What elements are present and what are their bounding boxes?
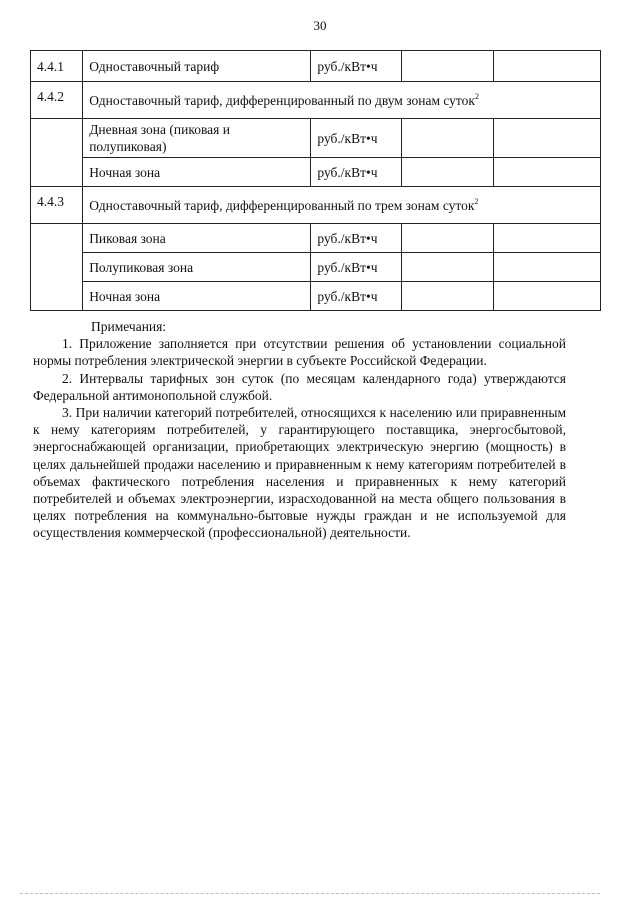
value-cell [402,282,493,311]
value-cell [493,119,600,158]
row-name [83,82,601,119]
table-row [31,282,601,311]
row-name: Ночная зона [83,158,311,187]
note-item: 1. Приложение заполняется при отсутствии решения об установлении социальной нормы потребления электрической энергии в субъекте Российской Федерации. [33,336,566,369]
note-item: 2. Интервалы тарифных зон суток (по месяцам календарного года) утверждаются Федеральной антимонопольной службой. [33,370,566,403]
tariff-table [30,50,601,311]
scan-artifact-line [20,893,600,894]
row-name: Ночная зона [83,282,311,311]
table-row [31,51,601,82]
value-cell [402,253,493,282]
row-name: Одноставочный тариф [83,51,311,82]
value-cell [402,51,493,82]
notes-section [33,318,566,542]
row-number: 4.4.3 [31,187,83,224]
table-row [31,119,601,158]
table-row [31,158,601,187]
row-number: 4.4.1 [31,51,83,82]
value-cell [493,253,600,282]
table-row [31,82,601,119]
row-number-empty [31,282,83,311]
row-unit: руб./кВт•ч [311,51,402,82]
table-row [31,224,601,253]
row-name: Полупиковая зона [83,253,311,282]
row-number-empty [31,253,83,282]
row-name: Дневная зона (пиковая и полупиковая) [83,119,311,158]
footnote-mark: 2 [474,196,479,206]
table-row [31,253,601,282]
value-cell [402,119,493,158]
note-item: 3. При наличии категорий потребителей, относящихся к населению или приравненным к нему категориям потребителей, у гарантирующего поставщика, энергосбытовой, энергоснабжающей организации, приобретающих электрическую энергию (мощность) в целях дальнейшей продажи населению и приравненным к нему категориям потребителей в объемах фактического потребления населения и приравненных к нему категорий потребителей и объемах электроэнергии, израсходованной на места общего пользования в целях потребления на коммунально-бытовые нужды граждан и не используемой для осуществления коммерческой (профессиональной) деятельности. [33,405,566,541]
row-name: Пиковая зона [83,224,311,253]
row-number-empty [31,224,83,253]
value-cell [493,224,600,253]
row-name [83,187,601,224]
notes-heading: Примечания: [91,319,167,334]
row-number-empty [31,158,83,187]
value-cell [493,282,600,311]
row-unit: руб./кВт•ч [311,253,402,282]
row-number: 4.4.2 [31,82,83,119]
row-unit: руб./кВт•ч [311,224,402,253]
value-cell [493,51,600,82]
row-unit: руб./кВт•ч [311,282,402,311]
value-cell [493,158,600,187]
row-name-text: Одноставочный тариф, дифференцированный по двум зонам суток [89,92,475,108]
value-cell [402,158,493,187]
page-number: 30 [313,18,327,33]
row-name-text: Одноставочный тариф, дифференцированный по трем зонам суток [89,197,475,213]
row-unit: руб./кВт•ч [311,119,402,158]
footnote-mark: 2 [474,91,479,101]
row-unit: руб./кВт•ч [311,158,402,187]
table-row [31,187,601,224]
value-cell [402,224,493,253]
row-number-empty [31,119,83,158]
